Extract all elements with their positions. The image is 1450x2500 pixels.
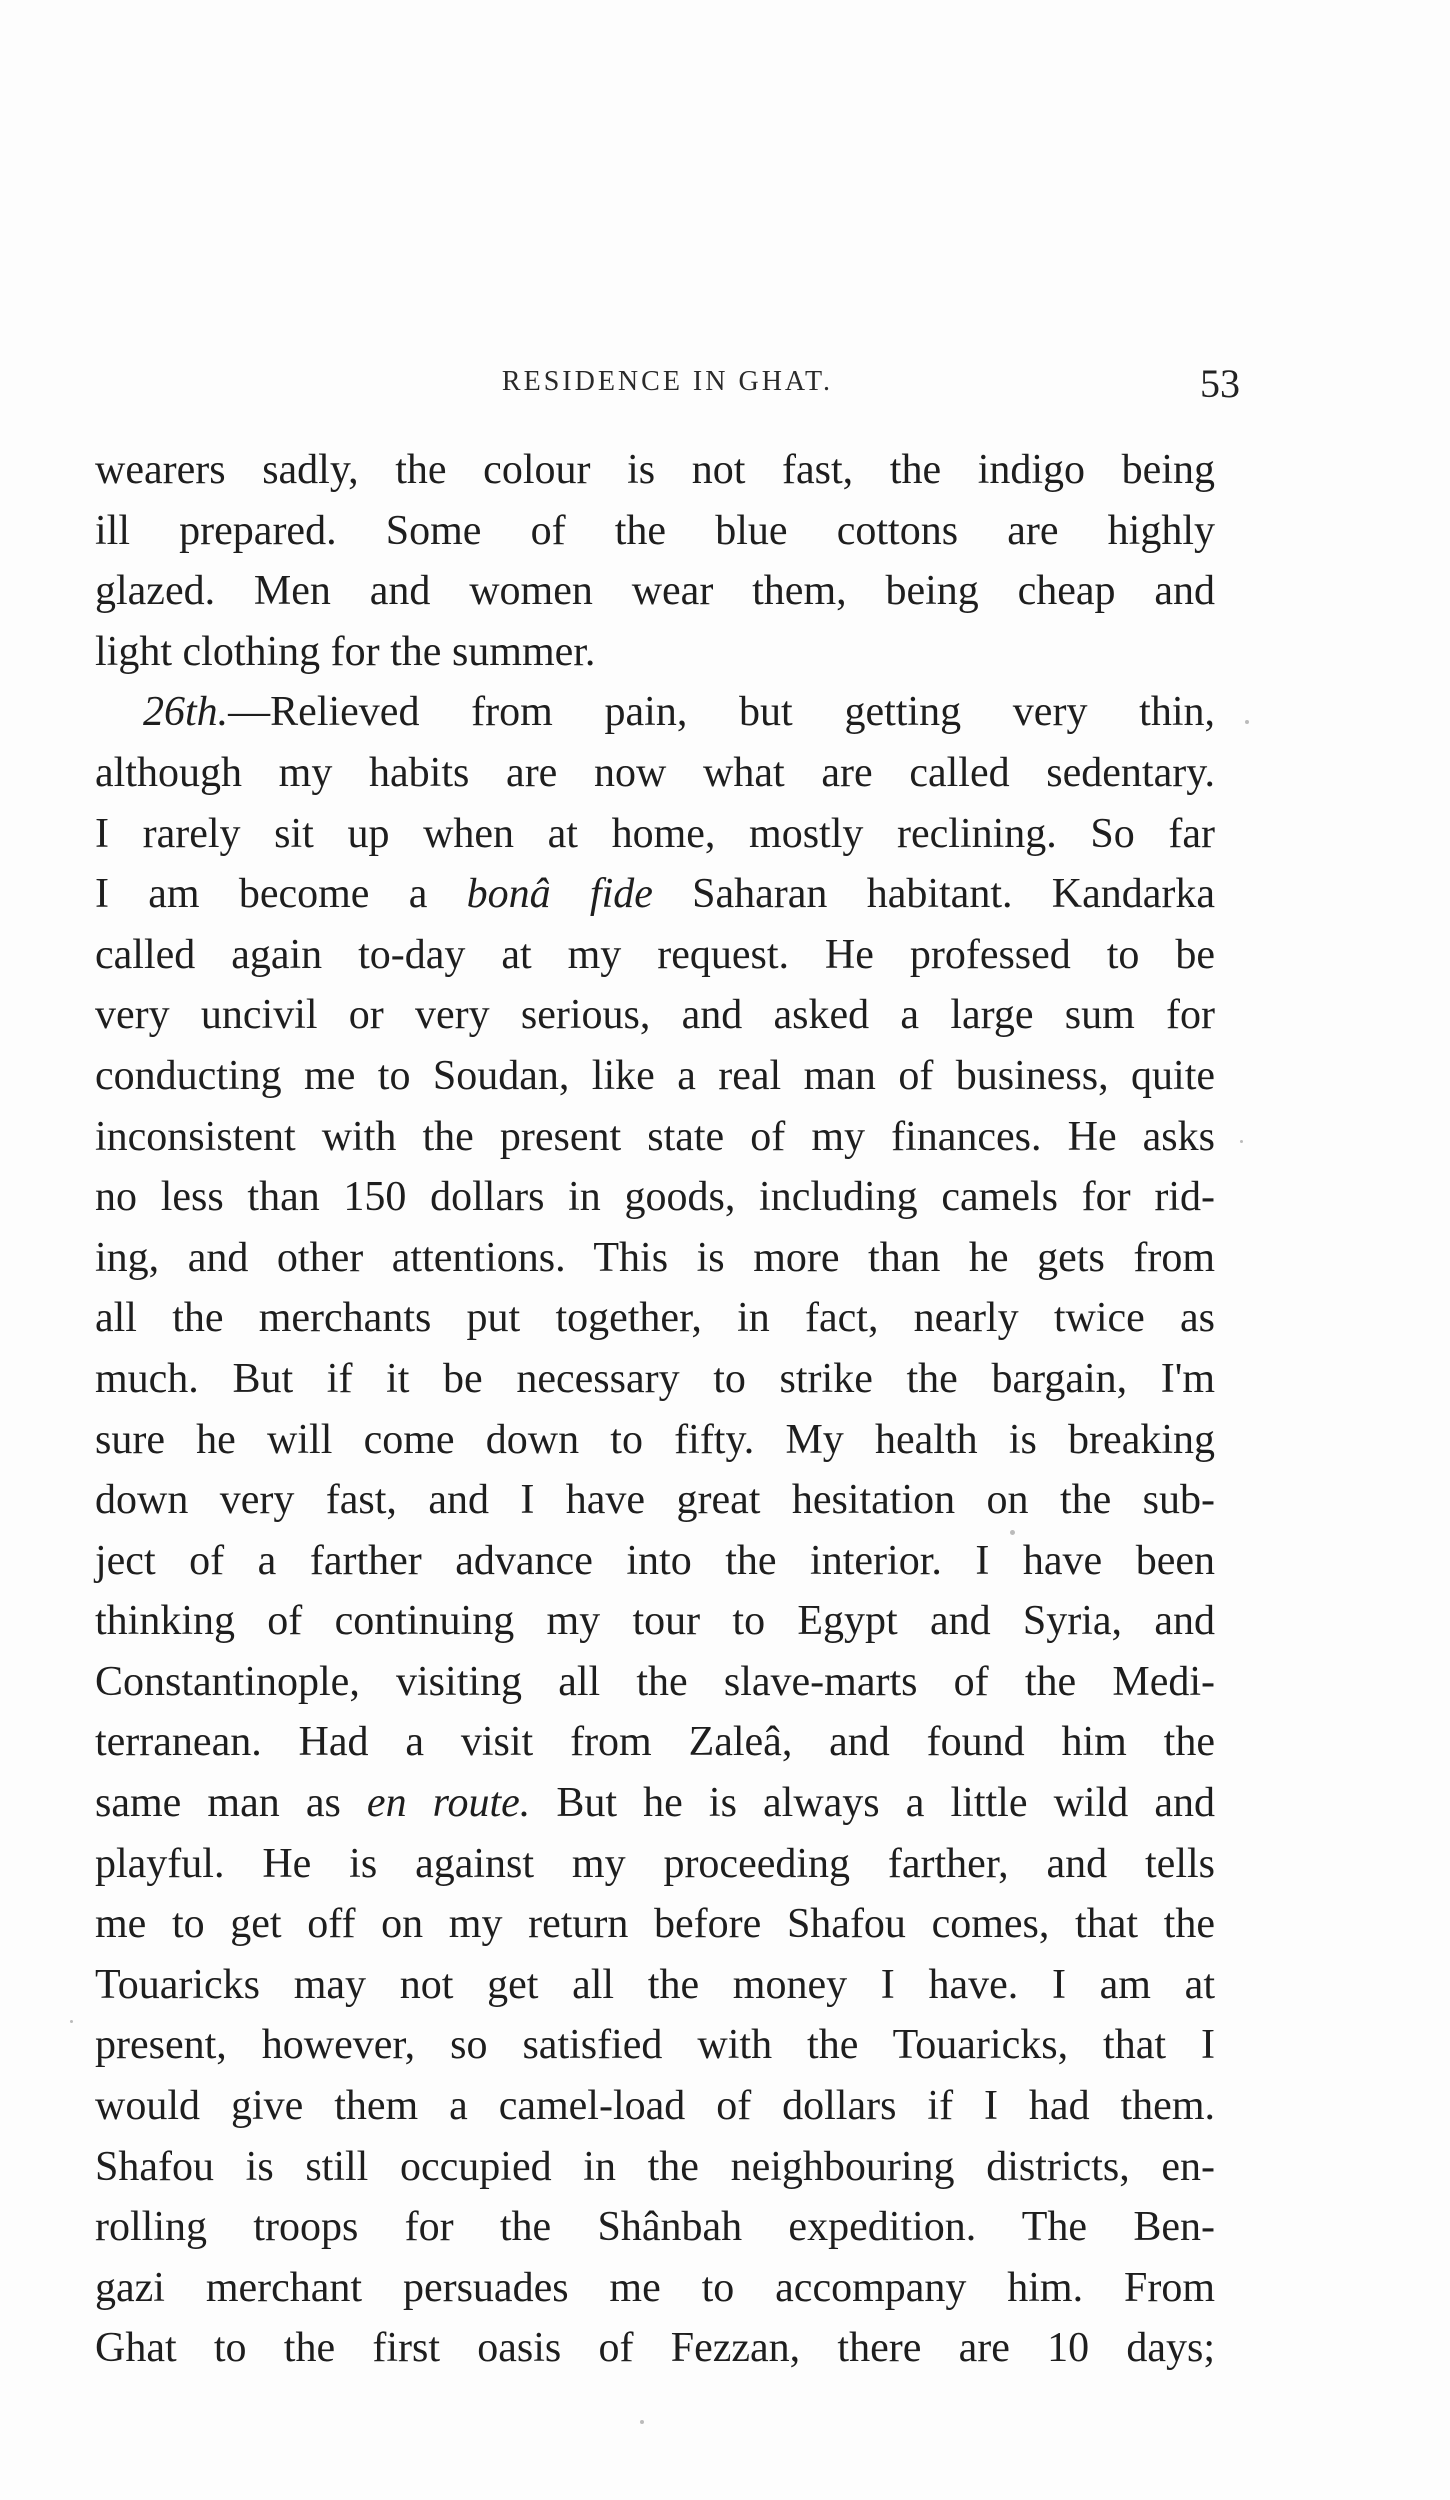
text-line: playful. He is against my proceeding farther, and tells (95, 1840, 1215, 1887)
text-line: Touaricks may not get all the money I have. I am at (95, 1961, 1215, 2008)
text-line: thinking of continuing my tour to Egypt and Syria, and (95, 1598, 1215, 1645)
text-line: ill prepared. Some of the blue cottons are highly (95, 507, 1215, 554)
text-line: present, however, so satisfied with the Touaricks, that I (95, 2022, 1215, 2069)
running-title: RESIDENCE IN GHAT. (501, 366, 834, 397)
text-line: sure he will come down to fifty. My health is breaking (95, 1416, 1215, 1463)
paper-speck (70, 2020, 73, 2023)
text-line: wearers sadly, the colour is not fast, the indigo being (95, 447, 1215, 493)
running-head (95, 360, 1240, 410)
paper-speck (640, 2420, 644, 2424)
text-line: conducting me to Soudan, like a real man of business, quite (95, 1052, 1215, 1099)
text-line: Shafou is still occupied in the neighbouring districts, en- (95, 2143, 1215, 2190)
text-line: all the merchants put together, in fact, nearly twice as (95, 1295, 1215, 1342)
text-line: I rarely sit up when at home, mostly reclining. So far (95, 810, 1215, 857)
text-line: very uncivil or very serious, and asked a large sum for (95, 992, 1215, 1039)
text-line: me to get off on my return before Shafou comes, that the (95, 1901, 1215, 1948)
page-number: 53 (1200, 361, 1240, 406)
text-line: Constantinople, visiting all the slave-marts of the Medi- (95, 1658, 1215, 1705)
text-line: ing, and other attentions. This is more than he gets from (95, 1234, 1215, 1281)
text-line: called again to-day at my request. He professed to be (95, 931, 1215, 978)
date-italic: 26th. (143, 689, 229, 736)
line-text: But he is always a little wild and (556, 1780, 1216, 1827)
text-line: terranean. Had a visit from Zaleâ, and found him the (95, 1719, 1215, 1766)
line-text: Saharan habitant. Kandarka (692, 871, 1215, 918)
line-text: —Relieved from pain, but getting very thin, (228, 689, 1215, 736)
paper-speck (1010, 1530, 1015, 1535)
text-line: light clothing for the summer. (95, 628, 596, 675)
text-line: gazi merchant persuades me to accompany him. From (95, 2264, 1215, 2311)
text-line: inconsistent with the present state of my finances. He asks (95, 1113, 1215, 1160)
text-line: Ghat to the first oasis of Fezzan, there are 10 days; (95, 2325, 1215, 2372)
text-line: ject of a farther advance into the interior. I have been (95, 1537, 1215, 1584)
body-text (95, 440, 1215, 2379)
text-line (95, 864, 1215, 925)
line-text: I am become a (95, 871, 428, 918)
en-route-italic: en route. (366, 1780, 531, 1827)
paper-speck (1245, 720, 1249, 724)
paper-speck (1240, 1140, 1243, 1143)
line-text: same man as (95, 1780, 341, 1827)
text-line: no less than 150 dollars in goods, including camels for rid- (95, 1174, 1215, 1221)
text-line: although my habits are now what are called sedentary. (95, 749, 1215, 796)
bona-fide-italic: bonâ fide (466, 871, 653, 918)
text-line: much. But if it be necessary to strike the bargain, I'm (95, 1355, 1215, 1402)
text-line: would give them a camel-load of dollars if I had them. (95, 2083, 1215, 2130)
text-line: rolling troops for the Shânbah expedition. The Ben- (95, 2204, 1215, 2251)
text-line: down very fast, and I have great hesitation on the sub- (95, 1477, 1215, 1524)
text-line (95, 1773, 1215, 1834)
text-line: glazed. Men and women wear them, being cheap and (95, 568, 1215, 615)
text-line (95, 682, 1215, 743)
